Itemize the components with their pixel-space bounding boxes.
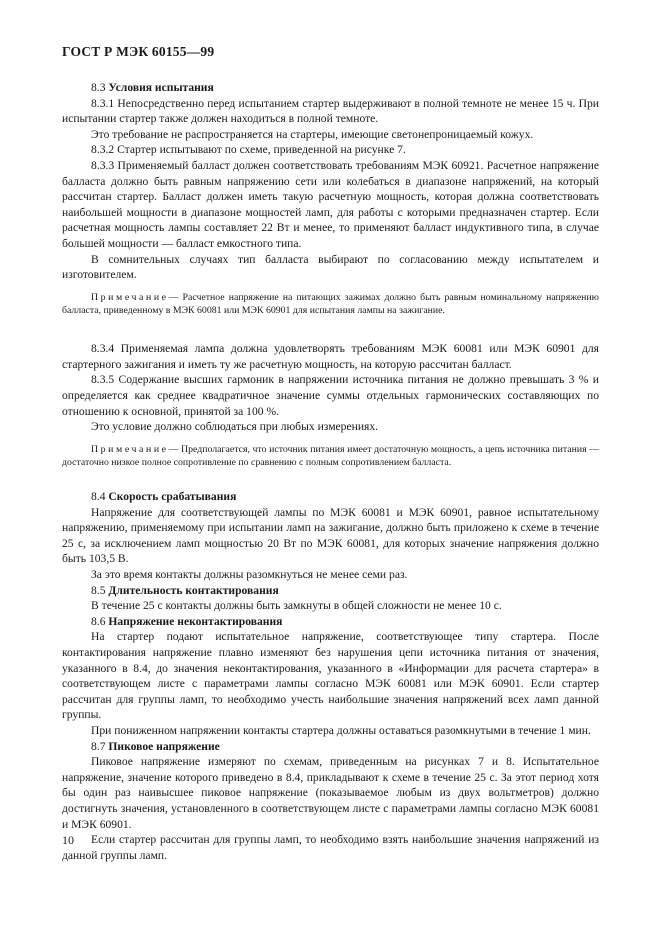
section-title: Длительность контактирования (108, 583, 279, 597)
section-heading-8-7 (62, 739, 599, 755)
paragraph-8-3-3: 8.3.3 Применяемый балласт должен соответствовать требованиям МЭК 60921. Расчетное напряжение балласта должно быть равным напряжению сети или колебаться в диапазоне напряжений, на который рассчитан стартер. Балласт должен иметь такую расчетную мощность, которая должна соответствовать наибольшей мощности в диапазоне мощностей ламп, для работы с которыми предназначен стартер. Если расчетная мощность лампы составляет 22 Вт и менее, то применяют балласт индуктивного типа, в случае большей мощности — балласт емкостного типа. (62, 158, 599, 250)
section-heading-8-6 (62, 614, 599, 630)
note-1 (62, 291, 599, 317)
section-heading-8-5 (62, 583, 599, 599)
note-2 (62, 443, 599, 469)
paragraph-8-3-1: 8.3.1 Непосредственно перед испытанием стартер выдерживают в полной темноте не менее 15 ч. При испытании стартер также должен находиться в полной темноте. (62, 96, 599, 126)
section-title: Пиковое напряжение (108, 739, 220, 753)
page-number: 10 (62, 833, 74, 847)
note-text: — Расчетное напряжение на питающих зажимах должно быть равным номинальному напряжению балласта, приведенному в МЭК 60081 или МЭК 60901 для испытания лампы на зажигание. (62, 291, 599, 316)
paragraph-8-3-4: 8.3.4 Применяемая лампа должна удовлетворять требованиям МЭК 60081 или МЭК 60901 для стартерного зажигания и иметь ту же расчетную мощность, на которую рассчитан балласт. (62, 342, 599, 371)
paragraph-8-5-1: В течение 25 с контакты должны быть замкнуты в общей сложности не менее 10 с. (91, 599, 502, 613)
paragraph-8-6-2: При пониженном напряжении контакты стартера должны оставаться разомкнутыми в течение 1 мин. (91, 724, 591, 737)
note-label: Примечание (91, 443, 169, 455)
section-number: 8.7 (91, 739, 106, 753)
document-body (62, 80, 599, 863)
paragraph-8-7-2: Если стартер рассчитан для группы ламп, то необходимо взять наибольшие значения напряжений из данной группы ламп. (62, 833, 599, 862)
section-heading-8-3 (62, 80, 599, 96)
section-title: Условия испытания (108, 81, 214, 94)
paragraph-8-7-1: Пиковое напряжение измеряют по схемам, приведенным на рисунках 7 и 8. Испытательное напряжение, значение которого приведено в 8.4, прикладывают к схеме в течение 25 с. За этот период хотя бы один раз наивысшее пиковое напряжение (показываемое любым из двух вольтметров) должно достигнуть значения, установленного в соответствующем листе с параметрами лампы согласно МЭК 60081 и МЭК 60901. (62, 755, 599, 831)
paragraph-8-3-1-note: Это требование не распространяется на стартеры, имеющие светонепроницаемый кожух. (91, 127, 534, 141)
paragraph-8-4-1: Напряжение для соответствующей лампы по МЭК 60081 и МЭК 60901, равное испытательному напряжению, применяемому при испытании ламп на зажигание, должно быть приложено к схеме в течение 25 с, за исключением ламп мощностью 20 Вт по МЭК 60081, для которых значение напряжения должно быть 103,5 В. (62, 505, 599, 566)
paragraph-8-4-2: За это время контакты должны разомкнуться не менее семи раз. (91, 568, 408, 582)
section-title: Скорость срабатывания (108, 490, 237, 504)
section-title: Напряжение неконтактирования (108, 614, 283, 628)
paragraph-8-3-2: 8.3.2 Стартер испытывают по схеме, приведенной на рисунке 7. (91, 143, 406, 157)
paragraph-8-3-3-cont: В сомнительных случаях тип балласта выбирают по согласованию между испытателем и изготовителем. (62, 252, 599, 282)
document-header: ГОСТ Р МЭК 60155—99 (62, 44, 215, 59)
section-number: 8.6 (91, 614, 106, 628)
paragraph-8-3-5: 8.3.5 Содержание высших гармоник в напряжении источника питания не должно превышать 3 % и определяется как среднее квадратичное значение суммы отдельных гармонических составляющих по отношению к основной, принятой за 100 %. (62, 373, 599, 418)
section-number: 8.5 (91, 583, 106, 597)
paragraph-8-6-1: На стартер подают испытательное напряжение, соответствующее типу стартера. После контактирования напряжение плавно изменяют без нарушения цепи источника питания от значения, указанного в 8.4, до значения неконтактирования, указанного в «Информации для расчета стартера» в соответствующем листе с параметрами лампы согласно МЭК 60081 или МЭК 60901. Если стартер рассчитан для группы ламп, то необходимо учесть наибольшие значения напряжений всех ламп данной группы. (62, 630, 599, 722)
section-number: 8.4 (91, 490, 106, 504)
note-label: Примечание (91, 291, 169, 303)
section-heading-8-4 (62, 489, 599, 505)
note-text: — Предполагается, что источник питания имеет достаточную мощность, а цепь источника питания — достаточно низкое полное сопротивление по сравнению с полным сопротивлением балласта. (62, 443, 599, 468)
section-number: 8.3 (91, 81, 106, 94)
paragraph-8-3-5-cont: Это условие должно соблюдаться при любых измерениях. (91, 420, 379, 434)
